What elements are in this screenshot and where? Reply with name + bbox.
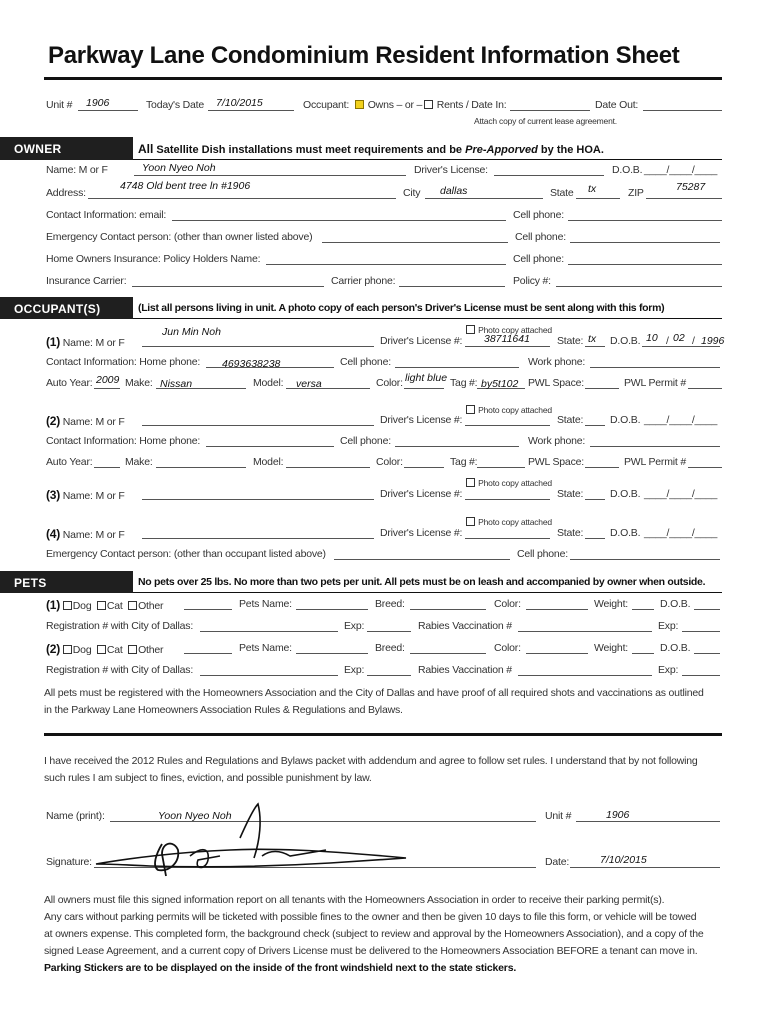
lease-note: Attach copy of current lease agreement. xyxy=(474,116,617,126)
o2-photo-option[interactable]: Photo copy attached xyxy=(466,405,552,415)
o1-work-field[interactable] xyxy=(590,367,720,368)
p2-rabies-exp-label: Exp: xyxy=(658,664,679,676)
p1-breed-label: Breed: xyxy=(375,598,405,610)
o1-pwl-label: PWL Space: xyxy=(528,377,584,389)
o2-cell-label: Cell phone: xyxy=(340,435,391,447)
o1-tag-value: by5t102 xyxy=(481,378,519,390)
o4-dob-field[interactable]: ____/____/____ xyxy=(644,527,718,539)
agreement-unit-value: 1906 xyxy=(606,809,630,821)
owner-section-header: OWNER xyxy=(0,137,133,160)
o2-cell-field[interactable] xyxy=(395,446,519,447)
o1-dob-month: 10 xyxy=(646,332,658,344)
o4-name-field[interactable] xyxy=(142,538,374,539)
o4-name-row: (4) Name: M or F xyxy=(46,527,125,541)
owner-rule xyxy=(133,159,722,160)
o2-year-field[interactable] xyxy=(94,467,120,468)
pets-footer-line2: in the Parkway Lane Homeowners Association Rules & Regulations and Bylaws. xyxy=(44,704,403,716)
footer-line4: signed Lease Agreement, and a current copy of Drivers License must be delivered to the Homeowners Association BEFORE a tenant can move in. xyxy=(44,945,698,957)
p2-other-field[interactable] xyxy=(184,653,232,654)
o1-make-label: Make: xyxy=(125,377,153,389)
owner-cell-field[interactable] xyxy=(568,220,722,221)
pets-note: No pets over 25 lbs. No more than two pets per unit. All pets must be on leash and accompanied by owner when outside. xyxy=(138,576,706,588)
policy-field[interactable] xyxy=(556,286,722,287)
p2-dog-checkbox-icon[interactable] xyxy=(63,645,72,654)
owner-name-label: Name: M or F xyxy=(46,164,108,176)
p2-name-label: Pets Name: xyxy=(239,642,292,654)
owner-zip-field[interactable] xyxy=(646,198,722,199)
carrier-field[interactable] xyxy=(132,286,324,287)
owner-state-label: State xyxy=(550,187,574,199)
o1-home-phone-label: Contact Information: Home phone: xyxy=(46,356,201,368)
o2-tag-label: Tag #: xyxy=(450,456,478,468)
p1-dog-option[interactable]: Dog xyxy=(63,600,92,612)
owner-emergency-field[interactable] xyxy=(322,242,508,243)
owner-cell-label: Cell phone: xyxy=(513,209,564,221)
o2-state-label: State: xyxy=(557,414,584,426)
p2-name-field[interactable] xyxy=(296,653,368,654)
o3-license-field[interactable] xyxy=(465,499,550,500)
occupant-emergency-label: Emergency Contact person: (other than occupant listed above) xyxy=(46,548,326,560)
p1-name-field[interactable] xyxy=(296,609,368,610)
p1-other-field[interactable] xyxy=(184,609,232,610)
p1-other-checkbox-icon[interactable] xyxy=(128,601,137,610)
o3-photo-option[interactable]: Photo copy attached xyxy=(466,478,552,488)
o1-dob-sep2: / xyxy=(692,335,695,347)
p1-cat-option[interactable]: Cat xyxy=(97,600,123,612)
o3-license-label: Driver's License #: xyxy=(380,488,463,500)
date-in-field[interactable] xyxy=(510,110,590,111)
o1-photo-checkbox-icon[interactable] xyxy=(466,325,475,334)
p1-rabies-label: Rabies Vaccination # xyxy=(418,620,512,632)
o1-dob-sep1: / xyxy=(666,335,669,347)
rents-checkbox-icon[interactable] xyxy=(424,100,433,109)
p1-rabies-field[interactable] xyxy=(518,631,652,632)
owns-option[interactable]: Owns – or – xyxy=(355,99,422,111)
o1-year-label: Auto Year: xyxy=(46,377,93,389)
owner-insurance-label: Home Owners Insurance: Policy Holders Name: xyxy=(46,253,261,265)
o2-model-field[interactable] xyxy=(286,467,370,468)
p1-registration-label: Registration # with City of Dallas: xyxy=(46,620,194,632)
o2-license-field[interactable] xyxy=(465,425,550,426)
agreement-line1: I have received the 2012 Rules and Regulations and Bylaws packet with addendum and agree to follow set rules. I understand that by not following xyxy=(44,755,698,767)
print-name-value: Yoon Nyeo Noh xyxy=(158,810,232,822)
o1-permit-field[interactable] xyxy=(688,388,722,389)
o1-dob-label: D.O.B. xyxy=(610,335,641,347)
p2-type-row: (2) Dog Cat Other xyxy=(46,642,164,656)
o2-license-label: Driver's License #: xyxy=(380,414,463,426)
o1-state-value: tx xyxy=(588,333,597,345)
owner-city-label: City xyxy=(403,187,421,199)
occupant-emergency-field[interactable] xyxy=(334,559,510,560)
p2-rabies-field[interactable] xyxy=(518,675,652,676)
occupants-rule xyxy=(133,318,722,319)
o2-photo-checkbox-icon[interactable] xyxy=(466,405,475,414)
p1-dob-field[interactable] xyxy=(694,609,720,610)
owner-dob-field[interactable]: ____/____/____ xyxy=(644,164,718,176)
owner-address-label: Address: xyxy=(46,187,86,199)
agreement-date-field[interactable] xyxy=(570,867,720,868)
owner-contact-label: Contact Information: email: xyxy=(46,209,167,221)
o1-name-value: Jun Min Noh xyxy=(162,326,221,338)
o1-color-value: light blue xyxy=(405,372,448,384)
p2-dog-option[interactable]: Dog xyxy=(63,644,92,656)
o2-home-phone-field[interactable] xyxy=(206,446,334,447)
p1-dob-label: D.O.B. xyxy=(660,598,691,610)
occupants-note: (List all persons living in unit. A photo copy of each person's Driver's License must be sent along with this form) xyxy=(138,302,665,314)
o3-dob-label: D.O.B. xyxy=(610,488,641,500)
o2-color-label: Color: xyxy=(376,456,403,468)
o1-photo-option[interactable]: Photo copy attached xyxy=(466,325,552,335)
o1-tag-label: Tag #: xyxy=(450,377,478,389)
o2-make-field[interactable] xyxy=(156,467,246,468)
pets-footer-line1: All pets must be registered with the Homeowners Association and the City of Dallas and have proof of all required shots and vaccinations as outlined xyxy=(44,687,704,699)
date-out-label: Date Out: xyxy=(595,99,639,111)
o2-color-field[interactable] xyxy=(404,467,444,468)
satellite-note: All Satellite Dish installations must meet requirements and be Pre-Apporved by the HOA. xyxy=(138,142,604,156)
o4-photo-checkbox-icon[interactable] xyxy=(466,517,475,526)
o4-state-field[interactable] xyxy=(585,538,605,539)
o1-permit-label: PWL Permit # xyxy=(624,377,686,389)
o1-dob-day: 02 xyxy=(673,332,685,344)
o1-color-field[interactable] xyxy=(404,388,444,389)
signature-label: Signature: xyxy=(46,856,92,868)
p1-rabies-exp-label: Exp: xyxy=(658,620,679,632)
owner-address-value: 4748 Old bent tree ln #1906 xyxy=(120,180,251,192)
owner-zip-value: 75287 xyxy=(676,181,706,193)
owner-name-value: Yoon Nyeo Noh xyxy=(142,162,216,174)
policy-label: Policy #: xyxy=(513,275,551,287)
pets-rule xyxy=(133,592,722,593)
p1-name-label: Pets Name: xyxy=(239,598,292,610)
p1-weight-field[interactable] xyxy=(632,609,654,610)
o2-make-label: Make: xyxy=(125,456,153,468)
o2-pwl-label: PWL Space: xyxy=(528,456,584,468)
p1-dog-checkbox-icon[interactable] xyxy=(63,601,72,610)
owner-insurance-cell-label: Cell phone: xyxy=(513,253,564,265)
o2-pwl-field[interactable] xyxy=(585,467,619,468)
rents-option[interactable]: Rents / Date In: xyxy=(424,99,506,111)
p2-weight-field[interactable] xyxy=(632,653,654,654)
date-label: Today's Date xyxy=(146,99,204,111)
p2-exp-field[interactable] xyxy=(367,675,411,676)
p2-cat-option[interactable]: Cat xyxy=(97,644,123,656)
owner-insurance-field[interactable] xyxy=(266,264,506,265)
p1-breed-field[interactable] xyxy=(410,609,486,610)
agreement-line2: such rules I am subject to fines, eviction, and possible punishment by law. xyxy=(44,772,372,784)
o1-model-label: Model: xyxy=(253,377,284,389)
p2-exp-label: Exp: xyxy=(344,664,365,676)
o1-year-field[interactable] xyxy=(94,388,120,389)
o3-dob-field[interactable]: ____/____/____ xyxy=(644,488,718,500)
owner-state-value: tx xyxy=(588,183,597,195)
owner-name-field[interactable] xyxy=(134,175,406,176)
o2-permit-label: PWL Permit # xyxy=(624,456,686,468)
agreement-unit-field[interactable] xyxy=(576,821,720,822)
unit-field[interactable] xyxy=(78,110,138,111)
p2-cat-checkbox-icon[interactable] xyxy=(97,645,106,654)
o3-state-label: State: xyxy=(557,488,584,500)
occupants-section-header: OCCUPANT(S) xyxy=(0,297,133,319)
p2-dob-field[interactable] xyxy=(694,653,720,654)
o2-model-label: Model: xyxy=(253,456,284,468)
occupant-emergency-cell-label: Cell phone: xyxy=(517,548,568,560)
owner-city-value: dallas xyxy=(440,185,468,197)
o2-work-field[interactable] xyxy=(590,446,720,447)
owner-emergency-cell-label: Cell phone: xyxy=(515,231,566,243)
o1-license-label: Driver's License #: xyxy=(380,335,463,347)
o2-tag-field[interactable] xyxy=(477,467,525,468)
footer-line5: Parking Stickers are to be displayed on the inside of the front windshield next to the state stickers. xyxy=(44,962,517,974)
owner-license-label: Driver's License: xyxy=(414,164,488,176)
unit-label: Unit # xyxy=(46,99,73,111)
o1-model-value: versa xyxy=(296,378,322,390)
o1-name-row: (1) Name: M or F xyxy=(46,335,125,349)
date-field[interactable] xyxy=(208,110,294,111)
o1-name-field[interactable] xyxy=(142,346,374,347)
o1-work-label: Work phone: xyxy=(528,356,586,368)
o3-photo-checkbox-icon[interactable] xyxy=(466,478,475,487)
p1-cat-checkbox-icon[interactable] xyxy=(97,601,106,610)
carrier-phone-label: Carrier phone: xyxy=(331,275,396,287)
p2-breed-label: Breed: xyxy=(375,642,405,654)
title-rule xyxy=(44,77,722,80)
o1-cell-label: Cell phone: xyxy=(340,356,391,368)
p1-other-option[interactable]: Other xyxy=(128,600,163,612)
p1-color-field[interactable] xyxy=(526,609,588,610)
p2-rabies-label: Rabies Vaccination # xyxy=(418,664,512,676)
o2-name-field[interactable] xyxy=(142,425,374,426)
p1-exp-field[interactable] xyxy=(367,631,411,632)
p2-registration-field[interactable] xyxy=(200,675,338,676)
occupant-label: Occupant: xyxy=(303,99,350,111)
o3-name-row: (3) Name: M or F xyxy=(46,488,125,502)
owner-email-field[interactable] xyxy=(172,220,506,221)
footer-line1: All owners must file this signed information report on all tenants with the Homeowners Association in order to receive their parking permit(s). xyxy=(44,894,665,906)
agreement-rule xyxy=(44,733,722,736)
owner-dob-label: D.O.B. xyxy=(612,164,643,176)
agreement-date-label: Date: xyxy=(545,856,570,868)
date-value: 7/10/2015 xyxy=(216,97,263,109)
owner-emergency-label: Emergency Contact person: (other than owner listed above) xyxy=(46,231,313,243)
p2-weight-label: Weight: xyxy=(594,642,629,654)
o1-cell-field[interactable] xyxy=(395,367,519,368)
o4-dob-label: D.O.B. xyxy=(610,527,641,539)
o3-state-field[interactable] xyxy=(585,499,605,500)
carrier-phone-field[interactable] xyxy=(399,286,505,287)
owner-emergency-cell-field[interactable] xyxy=(570,242,720,243)
p2-other-checkbox-icon[interactable] xyxy=(128,645,137,654)
date-out-field[interactable] xyxy=(643,110,722,111)
signature-mark xyxy=(90,800,420,880)
pets-section-header: PETS xyxy=(0,571,133,593)
agreement-date-value: 7/10/2015 xyxy=(600,854,647,866)
p2-breed-field[interactable] xyxy=(410,653,486,654)
p2-other-option[interactable]: Other xyxy=(128,644,163,656)
print-name-label: Name (print): xyxy=(46,810,105,822)
form-title: Parkway Lane Condominium Resident Information Sheet xyxy=(48,42,680,69)
o3-name-field[interactable] xyxy=(142,499,374,500)
o1-home-phone-value: 4693638238 xyxy=(222,358,281,370)
p2-color-label: Color: xyxy=(494,642,521,654)
o1-make-value: Nissan xyxy=(160,378,193,390)
unit-value: 1906 xyxy=(86,97,110,109)
o2-home-phone-label: Contact Information: Home phone: xyxy=(46,435,201,447)
o2-permit-field[interactable] xyxy=(688,467,722,468)
o2-dob-field[interactable]: ____/____/____ xyxy=(644,414,718,426)
p1-rabies-exp-field[interactable] xyxy=(682,631,720,632)
owner-license-field[interactable] xyxy=(494,175,604,176)
o4-license-field[interactable] xyxy=(465,538,550,539)
p1-exp-label: Exp: xyxy=(344,620,365,632)
owner-address-field[interactable] xyxy=(88,198,396,199)
p1-type-row: (1) Dog Cat Other xyxy=(46,598,164,612)
o1-state-field[interactable] xyxy=(585,346,605,347)
o4-photo-option[interactable]: Photo copy attached xyxy=(466,517,552,527)
agreement-unit-label: Unit # xyxy=(545,810,572,822)
o2-state-field[interactable] xyxy=(585,425,605,426)
o2-dob-label: D.O.B. xyxy=(610,414,641,426)
p1-color-label: Color: xyxy=(494,598,521,610)
o1-pwl-field[interactable] xyxy=(585,388,619,389)
owner-state-field[interactable] xyxy=(576,198,620,199)
o2-name-row: (2) Name: M or F xyxy=(46,414,125,428)
o1-year-value: 2009 xyxy=(96,374,120,386)
footer-line2: Any cars without parking permits will be ticketed with possible fines to the owner and then be given 10 days to file this form, or vehicle will be towed xyxy=(44,911,697,923)
owns-checkbox-icon[interactable] xyxy=(355,100,364,109)
carrier-label: Insurance Carrier: xyxy=(46,275,127,287)
o2-year-label: Auto Year: xyxy=(46,456,93,468)
p2-registration-label: Registration # with City of Dallas: xyxy=(46,664,194,676)
p1-registration-field[interactable] xyxy=(200,631,338,632)
owner-zip-label: ZIP xyxy=(628,187,644,199)
o1-dob-year: 1996 xyxy=(701,335,725,347)
o1-color-label: Color: xyxy=(376,377,403,389)
o1-state-label: State: xyxy=(557,335,584,347)
p2-dob-label: D.O.B. xyxy=(660,642,691,654)
p2-color-field[interactable] xyxy=(526,653,588,654)
o1-license-value: 38711641 xyxy=(484,333,530,345)
o4-state-label: State: xyxy=(557,527,584,539)
p1-weight-label: Weight: xyxy=(594,598,629,610)
owner-insurance-cell-field[interactable] xyxy=(568,264,722,265)
footer-line3: at owners expense. This completed form, the background check (subject to review and approval by the Homeowners Association), and a copy of the xyxy=(44,928,704,940)
o1-license-field[interactable] xyxy=(465,346,550,347)
occupant-emergency-cell-field[interactable] xyxy=(570,559,720,560)
o4-license-label: Driver's License #: xyxy=(380,527,463,539)
o2-work-label: Work phone: xyxy=(528,435,586,447)
p2-rabies-exp-field[interactable] xyxy=(682,675,720,676)
owner-city-field[interactable] xyxy=(425,198,543,199)
